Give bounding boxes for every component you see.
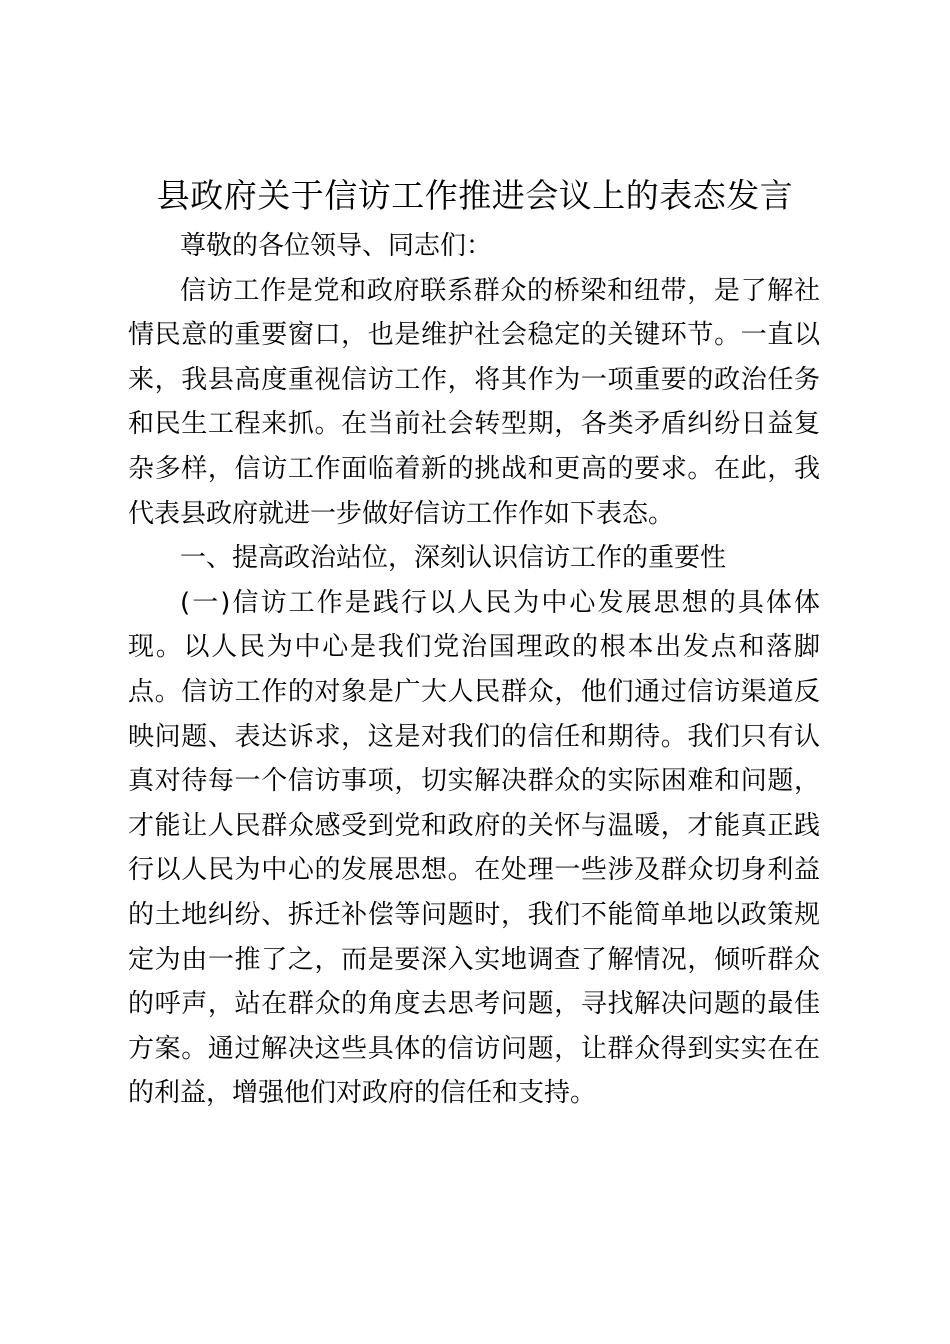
section-heading: 一、提高政治站位，深刻认识信访工作的重要性 <box>180 543 727 574</box>
subsection-paragraph: (一)信访工作是践行以人民为中心发展思想的具体体现。以人民为中心是我们党治国理政的根本出发点和落脚点。信访工作的对象是广大人民群众，他们通过信访渠道反映问题、表达诉求，这是对我们的信任和期待。我们只有认真对待每一个信访事项，切实解决群众的实际困难和问题，才能让人民群众感受到党和政府的关怀与温暖，才能真正践行以人民为中心的发展思想。在处理一些涉及群众切身利益的土地纠纷、拆迁补偿等问题时，我们不能简单地以政策规定为由一推了之，而是要深入实地调查了解情况，倾听群众的呼声，站在群众的角度去思考问题，寻找解决问题的最佳方案。通过解决这些具体的信访问题，让群众得到实实在在的利益，增强他们对政府的信任和支持。 <box>128 587 820 1109</box>
document-body <box>128 224 820 1116</box>
intro-paragraph: 信访工作是党和政府联系群众的桥梁和纽带，是了解社情民意的重要窗口，也是维护社会稳定的关键环节。一直以来，我县高度重视信访工作，将其作为一项重要的政治任务和民生工程来抓。在当前社会转型期，各类矛盾纠纷日益复杂多样，信访工作面临着新的挑战和更高的要求。在此，我代表县政府就进一步做好信访工作作如下表态。 <box>128 275 820 529</box>
document-title: 县政府关于信访工作推进会议上的表态发言 <box>156 176 794 215</box>
salutation: 尊敬的各位领导、同志们： <box>180 231 493 261</box>
